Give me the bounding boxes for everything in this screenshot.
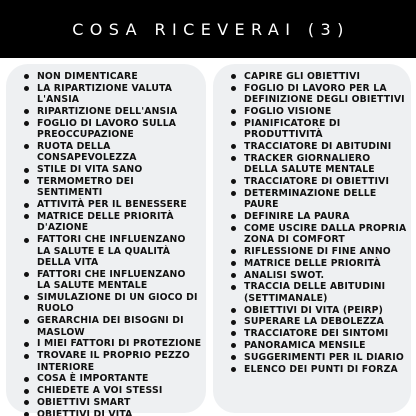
list-item [231, 258, 407, 269]
list-item-label: RIPARTIZIONE DELL'ANSIA [37, 106, 178, 117]
bullet-icon [231, 331, 236, 336]
list-item [231, 211, 407, 222]
list-item-label: STILE DI VITA SANO [37, 164, 143, 176]
bullet-icon [24, 144, 29, 149]
list-item [231, 352, 407, 363]
bullet-icon [24, 121, 29, 126]
bullet-icon [231, 343, 236, 348]
list-item-label: TRACCIATORE DEI SINTOMI [244, 328, 389, 340]
list-item-label: TRACKER GIORNALIERO DELLA SALUTE MENTALE [244, 152, 375, 176]
list-item-label: GERARCHIA DEI BISOGNI DI MASLOW [37, 315, 184, 338]
bullet-icon [24, 319, 29, 324]
bullet-icon [231, 109, 236, 114]
list-item [24, 141, 202, 164]
bullet-icon [24, 272, 29, 277]
list-item-label: RUOTA DELLA CONSAPEVOLEZZA [37, 141, 137, 164]
bullet-icon [24, 179, 29, 184]
header-banner [0, 0, 416, 58]
bullet-icon [231, 249, 236, 254]
list-item [24, 199, 202, 210]
list-item [231, 270, 407, 281]
list-item [24, 211, 202, 234]
list-item [24, 373, 202, 384]
list-item-label: CHIEDETE A VOI STESSI [37, 385, 163, 397]
bullet-icon [24, 168, 29, 173]
list-item [231, 223, 407, 246]
bullet-icon [24, 214, 29, 219]
list-item-label: PIANIFICATORE DI PRODUTTIVITÀ [244, 117, 341, 141]
list-item [231, 305, 407, 316]
list-item-label: NON DIMENTICARE [37, 71, 138, 82]
bullet-icon [24, 238, 29, 243]
list-item [24, 385, 202, 396]
list-item [231, 364, 407, 375]
list-item-label: I MIEI FATTORI DI PROTEZIONE [37, 338, 202, 350]
bullet-icon [24, 377, 29, 382]
list-item [231, 340, 407, 351]
list-item [231, 118, 407, 141]
list-item-label: RIFLESSIONE DI FINE ANNO [244, 246, 391, 257]
bullet-icon [24, 342, 29, 347]
list-item-label: MATRICE DELLE PRIORITÀ [244, 257, 381, 269]
bullet-icon [24, 400, 29, 405]
left-panel [6, 64, 206, 416]
list-item [24, 338, 202, 349]
list-item [231, 246, 407, 257]
list-item-label: COSA È IMPORTANTE [37, 373, 149, 385]
list-item [24, 269, 202, 292]
bullet-icon [24, 203, 29, 208]
bullet-icon [24, 295, 29, 300]
page-title: COSA RICEVERAI (3) [72, 19, 350, 39]
list-item-label: TRACCIATORE DI OBIETTIVI [244, 176, 390, 187]
list-item-label: ELENCO DEI PUNTI DI FORZA [244, 363, 398, 375]
list-item-label: ATTIVITÀ PER IL BENESSERE [37, 199, 187, 211]
list-item-label: COME USCIRE DALLA PROPRIA ZONA DI COMFORT [244, 222, 407, 246]
bullet-icon [24, 109, 29, 114]
list-item [231, 106, 407, 117]
bullet-icon [231, 179, 236, 184]
list-item-label: FOGLIO DI LAVORO SULLA PREOCCUPAZIONE [37, 117, 177, 141]
list-item [24, 176, 202, 199]
bullet-icon [231, 74, 236, 79]
list-item-label: SIMULAZIONE DI UN GIOCO DI RUOLO [37, 292, 198, 315]
bullet-icon [231, 214, 236, 219]
bullet-icon [24, 412, 29, 416]
list-item-label: OBIETTIVI DI VITA (PEIRP) [244, 304, 384, 316]
list-item-label: OBIETTIVI SMART [37, 397, 131, 409]
bullet-icon [24, 389, 29, 394]
right-panel [213, 64, 411, 413]
list-item [24, 118, 202, 141]
bullet-icon [231, 285, 236, 290]
list-item [24, 315, 202, 338]
list-item [24, 71, 202, 82]
bullet-icon [231, 156, 236, 161]
list-item [231, 71, 407, 82]
bullet-icon [231, 121, 236, 126]
list-item [231, 83, 407, 106]
list-item-label: DETERMINAZIONE DELLE PAURE [244, 187, 377, 211]
bullet-icon [231, 86, 236, 91]
list-item-label: DEFINIRE LA PAURA [244, 211, 350, 222]
bullet-icon [231, 355, 236, 360]
bullet-icon [231, 191, 236, 196]
bullet-icon [24, 74, 29, 79]
bullet-icon [231, 308, 236, 313]
bullet-icon [231, 367, 236, 372]
list-item-label: CAPIRE GLI OBIETTIVI [244, 71, 361, 82]
bullet-icon [24, 86, 29, 91]
bullet-icon [231, 273, 236, 278]
list-item-label: FOGLIO VISIONE [244, 106, 332, 117]
list-item [231, 141, 407, 152]
list-item [24, 83, 202, 106]
list-item-label: TRACCIA DELLE ABITUDINI (SETTIMANALE) [244, 281, 386, 304]
list-item-label: TERMOMETRO DEI SENTIMENTI [37, 176, 134, 199]
bullet-icon [24, 354, 29, 359]
list-item-label: FATTORI CHE INFLUENZANO LA SALUTE MENTALE [37, 268, 186, 292]
list-item-label: SUPERARE LA DEBOLEZZA [244, 316, 385, 328]
list-item [24, 234, 202, 268]
list-item [231, 153, 407, 176]
list-item [24, 409, 202, 416]
list-item [231, 188, 407, 211]
list-item [24, 350, 202, 373]
list-item-label: FOGLIO DI LAVORO PER LA DEFINIZIONE DEGLI OBIETTIVI [244, 82, 405, 106]
list-item [24, 292, 202, 315]
list-item-label: OBIETTIVI DI VITA [37, 408, 133, 416]
list-item-label: LA RIPARTIZIONE VALUTA L'ANSIA [37, 82, 173, 106]
list-item-label: TROVARE IL PROPRIO PEZZO INTERIORE [37, 350, 190, 373]
list-item [231, 328, 407, 339]
bullet-icon [231, 320, 236, 325]
list-item [24, 106, 202, 117]
bullet-icon [231, 226, 236, 231]
list-item-label: FATTORI CHE INFLUENZANO LA SALUTE E LA QUALITÀ DELLA VITA [37, 234, 186, 269]
list-item-label: MATRICE DELLE PRIORITÀ D'AZIONE [37, 211, 174, 234]
left-contents-list [24, 71, 202, 416]
right-contents-list [231, 71, 407, 375]
bullet-icon [231, 261, 236, 266]
list-item-label: PANORAMICA MENSILE [244, 339, 366, 351]
list-item [231, 176, 407, 187]
list-item [24, 164, 202, 175]
list-item [231, 316, 407, 327]
list-item [231, 281, 407, 304]
bullet-icon [231, 144, 236, 149]
list-item [24, 397, 202, 408]
list-item-label: SUGGERIMENTI PER IL DIARIO [244, 351, 404, 363]
list-item-label: ANALISI SWOT. [244, 269, 325, 281]
list-item-label: TRACCIATORE DI ABITUDINI [244, 141, 392, 152]
